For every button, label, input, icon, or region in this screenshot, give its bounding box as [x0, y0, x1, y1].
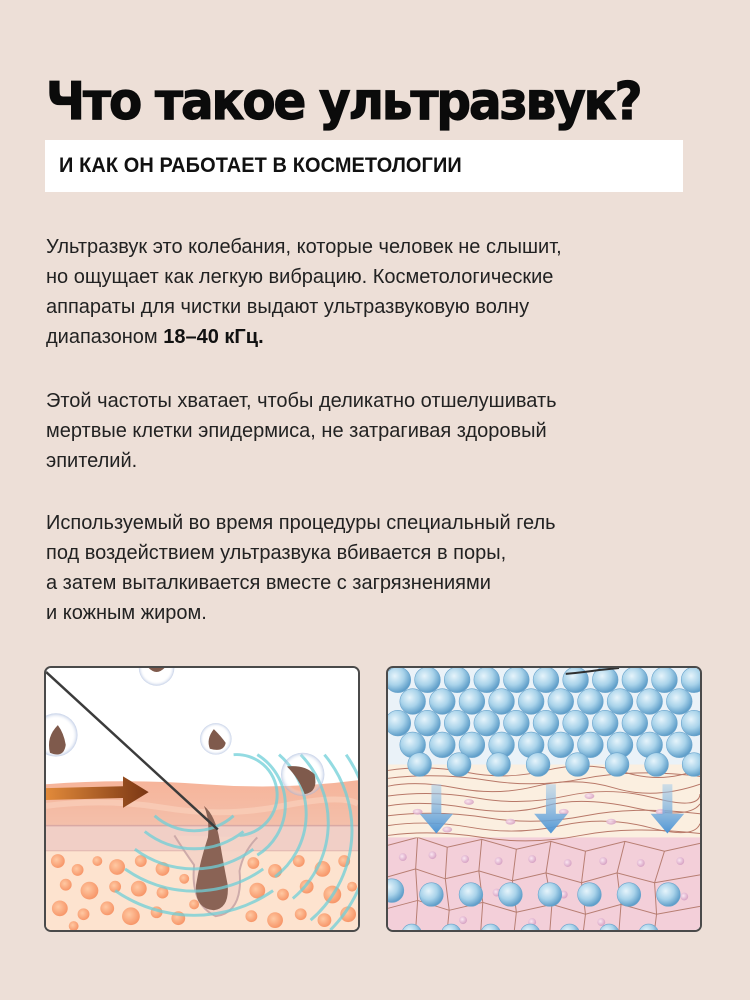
text-line: эпителий.	[46, 450, 138, 472]
text-line: но ощущает как легкую вибрацию. Косметологические	[46, 266, 554, 288]
text-prefix: диапазоном	[46, 326, 164, 348]
text-line: аппараты для чистки выдают ультразвуковую волну	[46, 296, 530, 318]
gel-spheres-image	[388, 668, 700, 930]
page-subtitle: И КАК ОН РАБОТАЕТ В КОСМЕТОЛОГИИ	[59, 154, 462, 177]
subtitle-banner	[45, 140, 683, 192]
skin-cross-section-image	[46, 668, 358, 930]
text-line	[46, 322, 706, 352]
text-line: под воздействием ультразвука вбивается в поры,	[46, 542, 507, 564]
text-line: и кожным жиром.	[46, 602, 207, 624]
ultrasound-pore-cleaning-illustration	[44, 666, 360, 932]
text-line: Ультразвук это колебания, которые человек не слышит,	[46, 236, 562, 258]
text-line: Этой частоты хватает, чтобы деликатно отшелушивать	[46, 390, 557, 412]
paragraph-gel-action	[46, 508, 706, 628]
gel-penetration-illustration	[386, 666, 702, 932]
text-line: Используемый во время процедуры специальный гель	[46, 512, 556, 534]
frequency-highlight: 18–40 кГц.	[163, 326, 264, 348]
paragraph-exfoliation	[46, 386, 706, 476]
text-line: а затем выталкивается вместе с загрязнениями	[46, 572, 491, 594]
paragraph-ultrasound-definition	[46, 232, 706, 352]
page-title: Что такое ультразвук?	[46, 72, 641, 132]
text-line: мертвые клетки эпидермиса, не затрагивая здоровый	[46, 420, 547, 442]
